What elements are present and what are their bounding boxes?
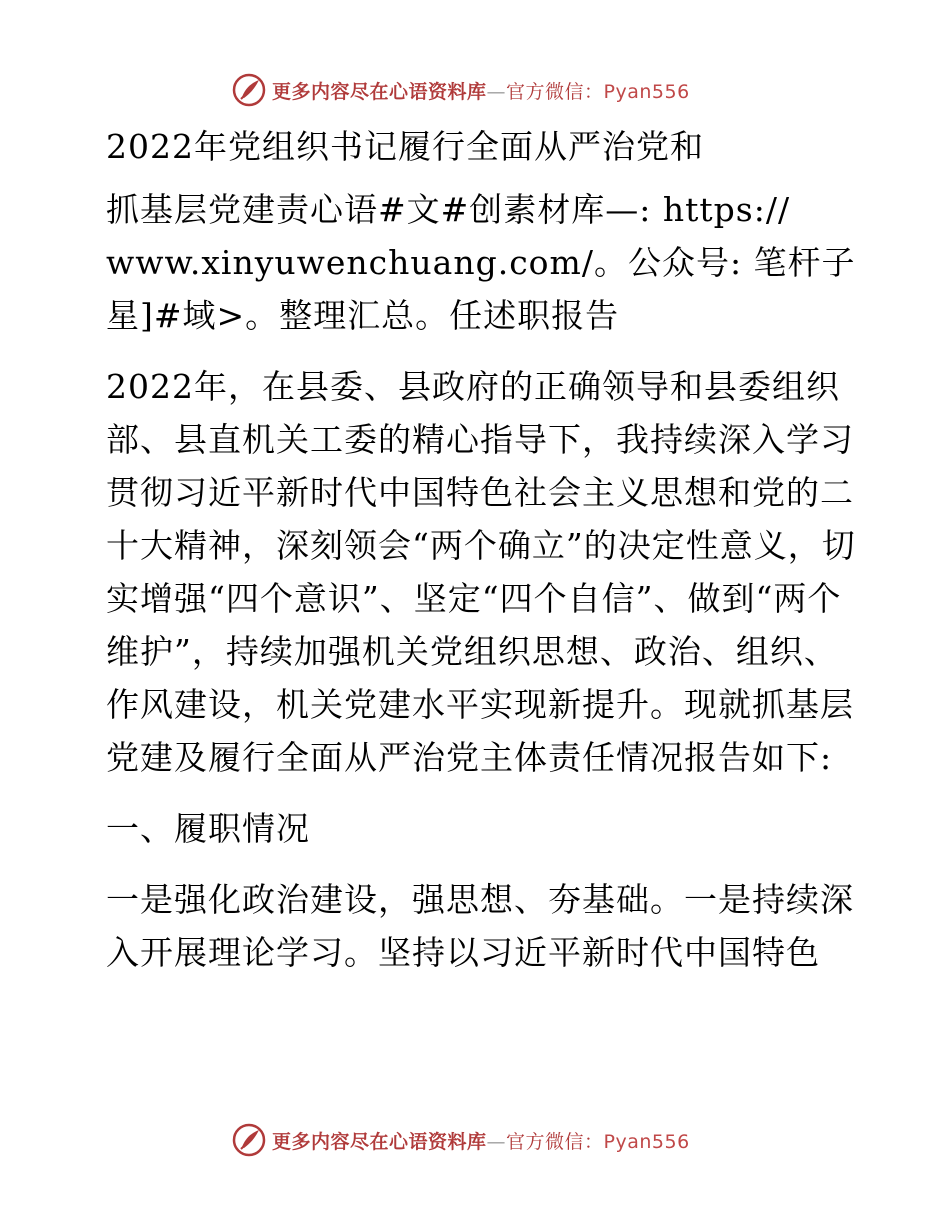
section-heading: 一、履职情况 (106, 809, 310, 848)
watermark-brand: 更多内容尽在心语资料库 (272, 80, 487, 103)
watermark-wechat-id: Pyan556 (603, 1130, 690, 1153)
document-body (98, 120, 858, 979)
footer-watermark (232, 1122, 690, 1158)
watermark-text (272, 77, 690, 104)
quill-logo-icon (232, 73, 266, 107)
intro-paragraph: 2022年，在县委、县政府的正确领导和县委组织部、县直机关工委的精心指导下，我持续深入学习贯彻习近平新时代中国特色社会主义思想和党的二十大精神，深刻领会“两个确立”的决定性意义，切实增强“四个意识”、坚定“四个自信”、做到“两个维护”，持续加强机关党组织思想、政治、组织、作风建设，机关党建水平实现新提升。现就抓基层党建及履行全面从严治党主体责任情况报告如下: (106, 367, 856, 777)
document-title-line2: 抓基层党建责心语#文#创素材库—: https:// www.xinyuwenchuang.com/。公众号: 笔杆子星]#域>。整理汇总。任述职报告 (106, 190, 856, 335)
header-watermark (232, 72, 690, 108)
watermark-text (272, 1127, 690, 1154)
document-title-line1: 2022年党组织书记履行全面从严治党和 (106, 127, 704, 166)
section-paragraph: 一是强化政治建设，强思想、夯基础。一是持续深入开展理论学习。坚持以习近平新时代中国特色 (106, 880, 854, 972)
quill-logo-icon (232, 1123, 266, 1157)
watermark-wechat-label: 官方微信： (506, 80, 604, 103)
watermark-separator: — (486, 1130, 507, 1153)
watermark-wechat-label: 官方微信： (506, 1130, 604, 1153)
watermark-brand: 更多内容尽在心语资料库 (272, 1130, 487, 1153)
watermark-wechat-id: Pyan556 (603, 80, 690, 103)
watermark-separator: — (486, 80, 507, 103)
